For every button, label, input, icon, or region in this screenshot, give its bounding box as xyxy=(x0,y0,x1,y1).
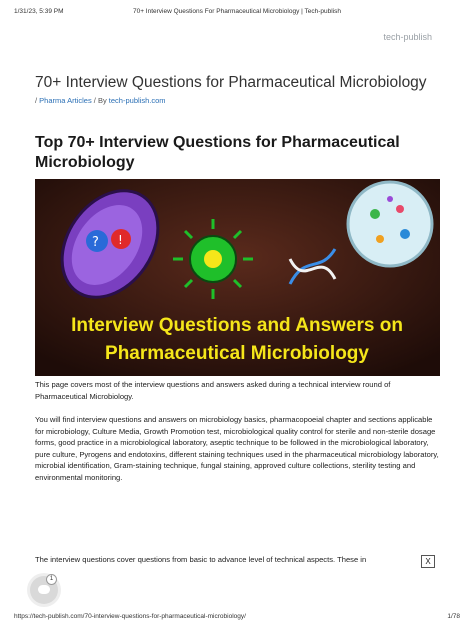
category-link[interactable]: Pharma Articles xyxy=(39,96,92,105)
print-doc-title: 70+ Interview Questions For Pharmaceutical Microbiology | Tech-publish xyxy=(132,8,342,15)
author-link[interactable]: tech-publish.com xyxy=(108,96,166,105)
site-brand[interactable]: tech-publish xyxy=(383,32,432,42)
meta-prefix: / xyxy=(35,96,40,105)
print-page-number: 1/78 xyxy=(447,613,460,620)
intro-paragraph: This page covers most of the interview questions and answers asked during a technical interview round of Pharmaceutical Microbiology. xyxy=(35,380,391,401)
hero-image xyxy=(35,179,440,376)
hero-caption-line1: Interview Questions and Answers on xyxy=(71,315,403,336)
print-url: https://tech-publish.com/70-interview-questions-for-pharmaceutical-microbiology/ xyxy=(14,613,246,620)
meta-separator: / By xyxy=(91,96,109,105)
petri-dish-icon xyxy=(348,182,432,266)
article-header xyxy=(35,73,445,105)
topics-paragraph: You will find interview questions and answers on microbiology basics, pharmacopoeial chapter and sections applicable for microbiology, Culture Media, Growth Promotion test, microbiological quality control for sterile and non-sterile dosage forms, good practice in a microbiological laboratory, aseptic technique to be followed in the microbiological laboratory, pure culture, Pyrogens and endotoxins, different staining techniques used in the pharmaceutical microbiology laboratory, microbial identification, Gram-staining technique, fungal staining, approved culture collections, sterility testing and environmental monitoring. xyxy=(35,415,439,482)
chat-button[interactable] xyxy=(30,576,58,604)
chat-bubble-icon xyxy=(38,585,50,594)
article-title: 70+ Interview Questions for Pharmaceutical Microbiology xyxy=(35,74,427,91)
notification-badge: 1 xyxy=(46,574,57,585)
svg-text:?: ? xyxy=(92,235,99,250)
print-datetime: 1/31/23, 5:39 PM xyxy=(14,8,64,15)
print-header xyxy=(14,8,460,18)
svg-text:!: ! xyxy=(118,233,123,247)
hero-caption-line2: Pharmaceutical Microbiology xyxy=(105,343,369,364)
scope-paragraph: The interview questions cover questions from basic to advance level of technical aspects. These in xyxy=(35,555,367,564)
hero-illustration xyxy=(35,179,440,376)
article-meta xyxy=(35,96,445,105)
close-button[interactable]: X xyxy=(421,555,435,568)
article-heading: Top 70+ Interview Questions for Pharmaceutical Microbiology xyxy=(35,134,400,171)
